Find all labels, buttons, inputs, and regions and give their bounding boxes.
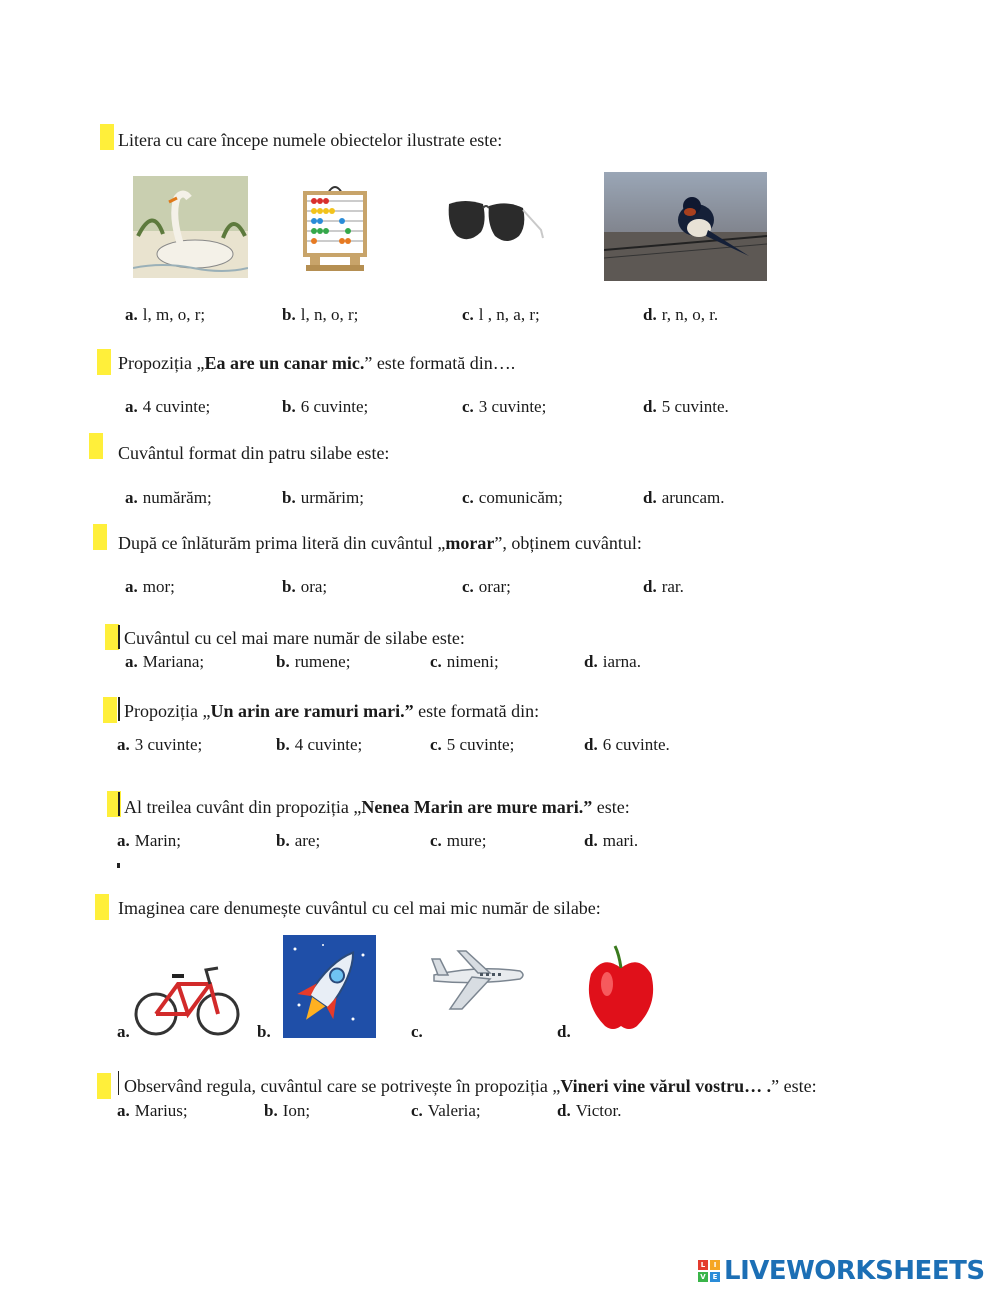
answer-option[interactable]: a. Marius; [117,1101,188,1120]
airplane-image[interactable] [428,945,528,1013]
highlight-marker [93,524,107,550]
answer-option[interactable]: a. [117,1022,130,1041]
answer-option[interactable]: c. Valeria; [411,1101,481,1120]
answer-option[interactable]: b. 6 cuvinte; [282,397,369,416]
question-5-text: Cuvântul cu cel mai mare număr de silabe este: [124,628,465,648]
answer-option[interactable]: a. mor; [125,577,175,596]
answer-option[interactable]: c. comunicăm; [462,488,563,507]
answer-option[interactable]: b. are; [276,831,321,850]
question-1-text: Litera cu care începe numele obiectelor ilustrate este: [118,130,503,150]
answer-option[interactable]: d. aruncam. [643,488,725,507]
apple-image[interactable] [585,944,657,1032]
question-4-text: După ce înlăturăm prima literă din cuvântul „morar”, obținem cuvântul: [118,533,642,553]
answer-option[interactable]: a. numărăm; [125,488,212,507]
answer-option[interactable]: a. Marin; [117,831,182,850]
answer-option[interactable]: c. orar; [462,577,511,596]
bicycle-image[interactable] [134,962,240,1038]
sunglasses-image [445,192,547,262]
answer-option[interactable]: d. r, n, o, r. [643,305,719,324]
stray-dot [117,863,120,868]
abacus-image [302,181,368,273]
question-2-text: Propoziția „Ea are un canar mic.” este formată din…. [118,353,516,373]
rocket-image[interactable] [283,935,376,1038]
answer-option[interactable]: c. 5 cuvinte; [430,735,515,754]
answer-option[interactable]: d. rar. [643,577,684,596]
answer-option[interactable]: d. Victor. [557,1101,622,1120]
highlight-marker [89,433,103,459]
brand-name: LIVEWORKSHEETS [724,1256,985,1286]
answer-option[interactable]: d. mari. [584,831,639,850]
question-3-text: Cuvântul format din patru silabe este: [118,443,390,463]
answer-option[interactable]: c. [411,1022,423,1041]
highlight-marker [105,624,119,650]
answer-option[interactable]: b. [257,1022,271,1041]
question-7-text: Al treilea cuvânt din propoziția „Nenea Marin are mure mari.” este: [124,797,630,817]
answer-option[interactable]: d. 6 cuvinte. [584,735,670,754]
liveworksheets-logo-icon: L I V E [698,1260,720,1282]
answer-option[interactable]: a. l, m, o, r; [125,305,206,324]
answer-option[interactable]: d. iarna. [584,652,641,671]
answer-option[interactable]: b. ora; [282,577,328,596]
liveworksheets-brand[interactable] [698,1256,985,1286]
answer-option[interactable]: c. l , n, a, r; [462,305,540,324]
text-cursor-mark [118,697,120,721]
highlight-marker [103,697,117,723]
answer-option[interactable]: c. mure; [430,831,487,850]
answer-option[interactable]: a. Mariana; [125,652,205,671]
answer-option[interactable]: c. nimeni; [430,652,499,671]
highlight-marker [97,1073,111,1099]
text-cursor-mark [118,792,120,816]
answer-option[interactable]: d. 5 cuvinte. [643,397,729,416]
swallow-image [604,172,767,281]
question-9-text: Observând regula, cuvântul care se potrivește în propoziția „Vineri vine vărul vostru… .” este: [124,1076,817,1096]
text-cursor-mark [118,1071,119,1095]
highlight-marker [95,894,109,920]
highlight-marker [97,349,111,375]
answer-option[interactable]: a. 4 cuvinte; [125,397,211,416]
question-6-text: Propoziția „Un arin are ramuri mari.” este formată din: [124,701,540,721]
answer-option[interactable]: b. urmărim; [282,488,364,507]
answer-option[interactable]: b. 4 cuvinte; [276,735,363,754]
answer-option[interactable]: a. 3 cuvinte; [117,735,203,754]
highlight-marker [100,124,114,150]
question-8-text: Imaginea care denumește cuvântul cu cel mai mic număr de silabe: [118,898,601,918]
answer-option[interactable]: b. Ion; [264,1101,311,1120]
text-cursor-mark [118,625,120,649]
answer-option[interactable]: c. 3 cuvinte; [462,397,547,416]
answer-option[interactable]: b. rumene; [276,652,351,671]
answer-option[interactable]: b. l, n, o, r; [282,305,359,324]
answer-option[interactable]: d. [557,1022,571,1041]
swan-image [133,176,248,278]
